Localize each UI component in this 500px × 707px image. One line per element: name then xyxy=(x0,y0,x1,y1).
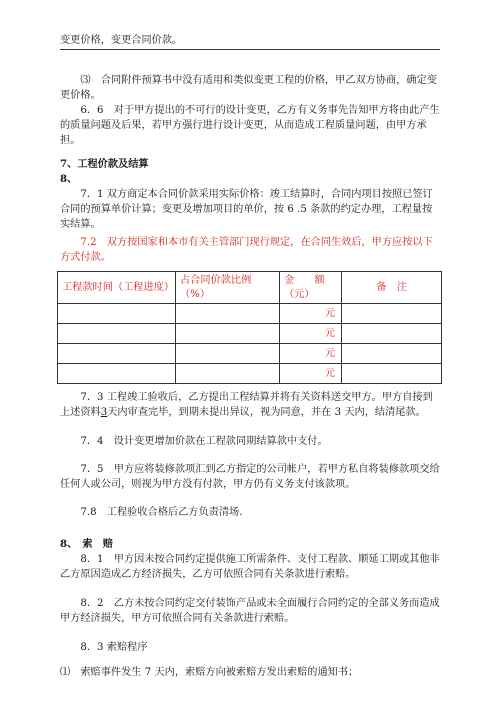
clause-7-3 xyxy=(60,390,440,420)
header-cell-time: 工程款时间（工程进度） xyxy=(58,272,176,304)
table-cell xyxy=(58,364,176,384)
table-cell xyxy=(342,304,442,324)
clause-6-5-3: ⑶ 合同附件预算书中没有适用和类似变更工程的价格，甲乙双方协商，确定变更价格。 xyxy=(60,75,437,101)
table-row xyxy=(58,364,442,384)
table-cell xyxy=(342,344,442,364)
clause-8-3-1: ⑴ 索赔事件发生 7 天内，索赔方向被索赔方发出索赔的通知书； xyxy=(60,667,359,678)
clause-7-3-text-b: 天内审查完毕，到期未提出异议，视为同意，并在 3 天内，结清尾款。 xyxy=(107,407,426,418)
table-row xyxy=(58,344,442,364)
table-cell-amount: 元 xyxy=(280,304,342,324)
table-cell xyxy=(58,324,176,344)
clause-7-2: 7.2 双方按国家和本市有关主管部门现行规定，在合同生效后，甲方应按以下方式付款。 xyxy=(60,237,433,263)
clause-8-3: 8．3 索赔程序 xyxy=(80,642,148,653)
top-line-text: 变更价格，变更合同价款。 xyxy=(60,35,183,46)
section-8-heading: 8、 索 赔 xyxy=(60,538,113,550)
table-cell xyxy=(342,364,442,384)
table-cell xyxy=(58,304,176,324)
header-cell-ratio: 占合同价款比例（%） xyxy=(176,272,280,304)
clause-7-5: 7．5 甲方应将装修款项汇到乙方指定的公司帐户，若甲方私自将装修款项交给任何人或公司，则视为甲方没有付款，甲方仍有义务支付该款项。 xyxy=(60,464,440,490)
table-cell-amount: 元 xyxy=(280,324,342,344)
clause-7-3-days: 3 xyxy=(100,407,108,418)
clause-7-4: 7．4 设计变更增加价款在工程款同期结算款中支付。 xyxy=(80,436,328,447)
clause-7-3-text-a: 7．3 工程竣工验收后，乙方提出工程结算并将有关资料送交甲方。甲方自接到上述资料 xyxy=(60,392,433,418)
clause-6-6: 6．6 对于甲方提出的不可行的设计变更，乙方有义务事先告知甲方将由此产生的质量问题及后果，若甲方强行进行设计变更，从而造成工程质量问题，由甲方承担。 xyxy=(60,105,440,146)
section-8-mark: 8、 xyxy=(60,173,78,185)
table-cell xyxy=(58,344,176,364)
table-cell xyxy=(342,324,442,344)
table-cell-amount: 元 xyxy=(280,344,342,364)
header-cell-remark: 备 注 xyxy=(342,272,442,304)
payment-schedule-table xyxy=(57,271,442,384)
clause-7-8: 7.8 工程验收合格后乙方负责清场. xyxy=(80,507,243,518)
section-7-heading: 7、工程价款及结算 xyxy=(60,158,149,170)
table-cell xyxy=(176,304,280,324)
table-cell-amount: 元 xyxy=(280,364,342,384)
header-rule xyxy=(60,49,440,50)
header-cell-amount: 金 额（元） xyxy=(280,272,342,304)
table-cell xyxy=(176,324,280,344)
table-header-row xyxy=(58,272,442,304)
table-row xyxy=(58,304,442,324)
table-cell xyxy=(176,344,280,364)
clause-8-1: 8．1 甲方因未按合同约定提供施工所需条件、支付工程款、顺延工期或其他非乙方原因造成乙方经济损失，乙方可依照合同有关条款进行索赔。 xyxy=(60,554,440,580)
clause-8-2: 8．2 乙方未按合同约定交付装饰产品或未全面履行合同约定的全部义务而造成甲方经济损失，甲方可依照合同有关条款进行索赔。 xyxy=(60,598,440,624)
clause-7-1: 7．1 双方商定本合同价款采用实际价格：竣工结算时，合同内项目按照已签订合同的预算单价计算；变更及增加项目的单价，按 6 .5 条款的约定办理，工程量按实结算。 xyxy=(60,189,433,230)
table-row xyxy=(58,324,442,344)
table-cell xyxy=(176,364,280,384)
